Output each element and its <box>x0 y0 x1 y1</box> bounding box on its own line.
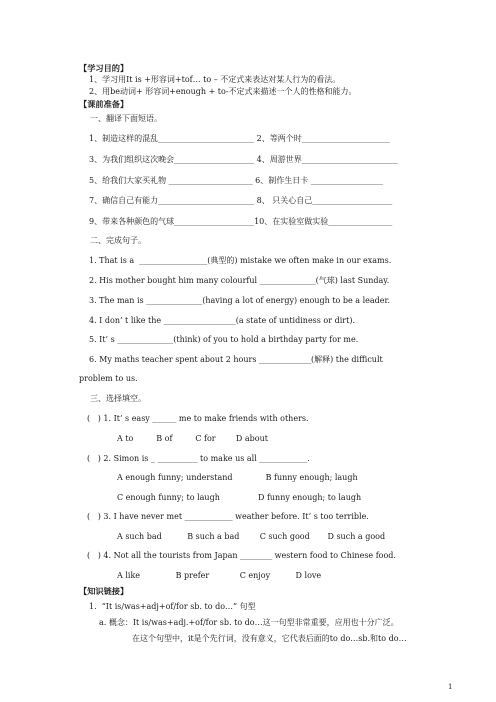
translate-row-3: 5、给我们大家买礼物 _____________________ 6、制作生日卡 __________________ <box>89 176 383 185</box>
section-3-title: 三、选择填空。 <box>90 394 146 403</box>
sentence-6: 6. My maths teacher spent about 2 hours _____________(解释) the difficult <box>89 355 383 364</box>
heading-knowledge: 【知识链接】 <box>79 586 129 596</box>
page-number: 1 <box>448 683 453 691</box>
knowledge-concept-cont: 在这个句型中，it是个先行词，没有意义，它代表后面的to do…sb.和to do… <box>132 634 407 643</box>
translate-row-5: 9、带来各种颜色的气球____________________10、在实验室做实验________________ <box>89 217 393 226</box>
heading-learning-goals: 【学习目的】 <box>79 63 129 73</box>
choice-q3: ( ) 3. I have never met ____________ weather before. It’ s too terrible. <box>87 512 369 521</box>
section-2-title: 二、完成句子。 <box>90 236 146 245</box>
translate-row-4: 7、确信自己有能力________________________ 8、 只关心自己____________________ <box>89 196 393 205</box>
knowledge-concept: a. 概念：It is/was+adj.+of/for sb. to do…这一句型非常重要，应用也十分广泛。 <box>99 618 399 627</box>
sentence-2: 2. His mother bought him many colourful ______________(气球) last Sunday. <box>89 276 390 285</box>
choice-q2: ( ) 2. Simon is _ __________ to make us all ____________. <box>87 454 310 463</box>
heading-preparation: 【课前准备】 <box>79 99 129 109</box>
sentence-3: 3. The man is ______________(having a lot of energy) enough to be a leader. <box>89 296 391 305</box>
choice-q2-options-ab: A enough funny; understand B funny enough; laugh <box>117 473 358 482</box>
goal-1: 1、学习用It is +形容词+tof… to – 不定式来表达对某人行为的看法。 <box>89 75 341 84</box>
translate-row-1: 1、制造这样的混乱________________________ 2、等两个时______________________ <box>89 134 390 143</box>
sentence-1: 1. That is a _________________(典型的) mistake we often make in our exams. <box>89 256 392 265</box>
section-1-title: 一、翻译下面短语。 <box>90 114 162 123</box>
translate-row-2: 3、为我们组织这次晚会____________________ 4、周游世界________________________ <box>89 155 398 164</box>
choice-q1: ( ) 1. It’ s easy ______ me to make friends with others. <box>87 414 309 423</box>
choice-q2-options-cd: C enough funny; to laugh D funny enough; to laugh <box>117 493 362 502</box>
choice-q3-options: A such bad B such a bad C such good D such a good <box>117 532 386 541</box>
sentence-5: 5. It’ s ______________(think) of you to hold a birthday party for me. <box>89 335 359 344</box>
goal-2: 2、用be动词+ 形容词+enough + to-不定式来描述一个人的性格和能力。 <box>89 87 357 96</box>
choice-q1-options: A to B of C for D about <box>117 434 268 443</box>
sentence-6-cont: problem to us. <box>79 374 138 383</box>
knowledge-item-1: 1. “It is/was+adj+of/for sb. to do…” 句型 <box>89 602 256 611</box>
choice-q4: ( ) 4. Not all the tourists from Japan ________ western food to Chinese food. <box>87 551 396 560</box>
sentence-4: 4. I don’ t like the __________________(a state of untidiness or dirt). <box>89 316 355 325</box>
choice-q4-options: A like B prefer C enjoy D love <box>117 571 322 580</box>
